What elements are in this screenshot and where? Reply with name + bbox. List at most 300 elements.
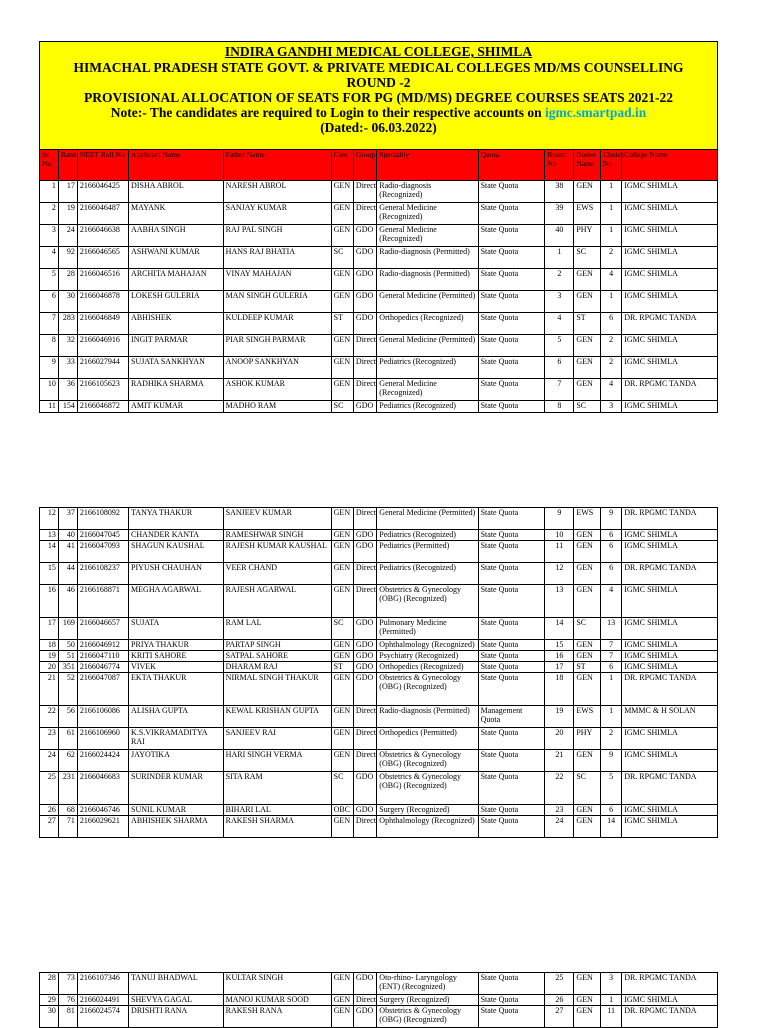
cell-rank: 40 <box>58 530 77 541</box>
cell-applicant-name: SUJATA <box>129 618 224 640</box>
cell-roster-name: GEN <box>574 640 601 651</box>
cell-group: GDO <box>353 618 376 640</box>
cell-category: GEN <box>331 728 353 750</box>
cell-roster-no: 3 <box>545 291 574 313</box>
table-row <box>40 973 718 995</box>
cell-college-name: MMMC & H SOLAN <box>622 706 718 728</box>
cell-father-name: NARESH ABROL <box>223 181 331 203</box>
cell-quota: State Quota <box>478 640 545 651</box>
cell-sr-no: 16 <box>40 585 59 618</box>
cell-father-name: HARI SINGH VERMA <box>223 750 331 772</box>
cell-father-name: SANJAY KUMAR <box>223 203 331 225</box>
cell-applicant-name: MEGHA AGARWAL <box>129 585 224 618</box>
cell-college-name: IGMC SHIMLA <box>622 203 718 225</box>
cell-neet-roll-no: 2166046638 <box>77 225 128 247</box>
cell-sr-no: 30 <box>40 1006 59 1028</box>
cell-rank: 17 <box>58 181 77 203</box>
cell-quota: State Quota <box>478 805 545 816</box>
table-row <box>40 772 718 805</box>
cell-roster-no: 15 <box>545 640 574 651</box>
header-rank: Rank <box>58 150 77 181</box>
cell-category: GEN <box>331 995 353 1006</box>
cell-applicant-name: ABHISHEK SHARMA <box>129 816 224 838</box>
cell-group: GDO <box>353 805 376 816</box>
cell-rank: 30 <box>58 291 77 313</box>
cell-category: GEN <box>331 335 353 357</box>
cell-category: GEN <box>331 651 353 662</box>
cell-rank: 32 <box>58 335 77 357</box>
cell-applicant-name: ALISHA GUPTA <box>129 706 224 728</box>
cell-group: Direct <box>353 816 376 838</box>
cell-father-name: MADHO RAM <box>223 401 331 413</box>
cell-rank: 19 <box>58 203 77 225</box>
cell-father-name: RAKESH RANA <box>223 1006 331 1028</box>
cell-sr-no: 8 <box>40 335 59 357</box>
cell-category: GEN <box>331 640 353 651</box>
cell-rank: 169 <box>58 618 77 640</box>
cell-category: GEN <box>331 1006 353 1028</box>
cell-father-name: RAJ PAL SINGH <box>223 225 331 247</box>
cell-sr-no: 24 <box>40 750 59 772</box>
cell-applicant-name: ARCHITA MAHAJAN <box>129 269 224 291</box>
cell-group: Direct <box>353 357 376 379</box>
cell-father-name: KEWAL KRISHAN GUPTA <box>223 706 331 728</box>
cell-college-name: IGMC SHIMLA <box>622 618 718 640</box>
cell-speciality: Radio-diagnosis (Permitted) <box>377 269 478 291</box>
cell-quota: State Quota <box>478 662 545 673</box>
cell-roster-name: PHY <box>574 728 601 750</box>
cell-college-name: IGMC SHIMLA <box>622 335 718 357</box>
cell-speciality: Radio-diagnosis (Permitted) <box>377 706 478 728</box>
cell-father-name: KULDEEP KUMAR <box>223 313 331 335</box>
cell-college-name: IGMC SHIMLA <box>622 247 718 269</box>
cell-rank: 52 <box>58 673 77 706</box>
cell-category: GEN <box>331 203 353 225</box>
cell-roster-no: 2 <box>545 269 574 291</box>
table-row <box>40 269 718 291</box>
cell-rank: 154 <box>58 401 77 413</box>
cell-sr-no: 3 <box>40 225 59 247</box>
cell-neet-roll-no: 2166046872 <box>77 401 128 413</box>
cell-college-name: IGMC SHIMLA <box>622 541 718 563</box>
cell-roster-no: 4 <box>545 313 574 335</box>
cell-roster-no: 21 <box>545 750 574 772</box>
cell-quota: State Quota <box>478 269 545 291</box>
header-group: Group <box>353 150 376 181</box>
table-row <box>40 1006 718 1028</box>
table-row <box>40 541 718 563</box>
cell-choice-no: 7 <box>601 651 622 662</box>
header-college-name: College Name <box>622 150 718 181</box>
cell-category: OBC <box>331 805 353 816</box>
cell-speciality: Ophthalmology (Recognized) <box>377 816 478 838</box>
allocation-table-block-1 <box>39 149 718 413</box>
allocation-title: PROVISIONAL ALLOCATION OF SEATS FOR PG (MD/MS) DEGREE COURSES SEATS 2021-22 <box>83 90 674 105</box>
cell-roster-name: SC <box>574 401 601 413</box>
cell-group: GDO <box>353 291 376 313</box>
cell-roster-no: 22 <box>545 772 574 805</box>
cell-choice-no: 1 <box>601 225 622 247</box>
cell-choice-no: 13 <box>601 618 622 640</box>
cell-father-name: PARTAP SINGH <box>223 640 331 651</box>
cell-roster-name: GEN <box>574 541 601 563</box>
cell-neet-roll-no: 2166024424 <box>77 750 128 772</box>
cell-applicant-name: JAYOTIKA <box>129 750 224 772</box>
table-row <box>40 706 718 728</box>
cell-father-name: SANJEEV KUMAR <box>223 508 331 530</box>
cell-quota: State Quota <box>478 508 545 530</box>
cell-speciality: General Medicine (Permitted) <box>377 335 478 357</box>
cell-quota: State Quota <box>478 313 545 335</box>
cell-roster-name: GEN <box>574 379 601 401</box>
cell-sr-no: 5 <box>40 269 59 291</box>
cell-quota: State Quota <box>478 225 545 247</box>
cell-choice-no: 2 <box>601 247 622 269</box>
cell-sr-no: 14 <box>40 541 59 563</box>
cell-speciality: Psychiatry (Recognized) <box>377 651 478 662</box>
cell-neet-roll-no: 2166024574 <box>77 1006 128 1028</box>
cell-category: GEN <box>331 750 353 772</box>
cell-neet-roll-no: 2166105623 <box>77 379 128 401</box>
cell-choice-no: 6 <box>601 805 622 816</box>
cell-father-name: DHARAM RAJ <box>223 662 331 673</box>
cell-choice-no: 1 <box>601 706 622 728</box>
cell-category: GEN <box>331 541 353 563</box>
cell-father-name: RAJESH AGARWAL <box>223 585 331 618</box>
cell-quota: State Quota <box>478 618 545 640</box>
cell-applicant-name: EKTA THAKUR <box>129 673 224 706</box>
cell-rank: 71 <box>58 816 77 838</box>
cell-neet-roll-no: 2166108237 <box>77 563 128 585</box>
cell-rank: 36 <box>58 379 77 401</box>
document-header <box>39 41 718 149</box>
cell-roster-name: EWS <box>574 203 601 225</box>
cell-applicant-name: PRIYA THAKUR <box>129 640 224 651</box>
cell-quota: State Quota <box>478 247 545 269</box>
cell-group: GDO <box>353 772 376 805</box>
cell-neet-roll-no: 2166106086 <box>77 706 128 728</box>
cell-father-name: MAN SINGH GULERIA <box>223 291 331 313</box>
cell-roster-no: 40 <box>545 225 574 247</box>
cell-college-name: DR. RPGMC TANDA <box>622 313 718 335</box>
cell-sr-no: 17 <box>40 618 59 640</box>
table-row <box>40 508 718 530</box>
table-row <box>40 816 718 838</box>
cell-choice-no: 3 <box>601 401 622 413</box>
cell-neet-roll-no: 2166046849 <box>77 313 128 335</box>
cell-neet-roll-no: 2166046878 <box>77 291 128 313</box>
allocation-table-block-2 <box>39 507 718 838</box>
cell-roster-name: PHY <box>574 225 601 247</box>
cell-quota: State Quota <box>478 335 545 357</box>
header-neet-roll-no: NEET Roll No <box>77 150 128 181</box>
cell-roster-no: 11 <box>545 541 574 563</box>
cell-neet-roll-no: 2166046565 <box>77 247 128 269</box>
cell-speciality: Surgery (Recognized) <box>377 805 478 816</box>
cell-father-name: PIAR SINGH PARMAR <box>223 335 331 357</box>
table-header-row <box>40 150 718 181</box>
cell-father-name: BIHARI LAL <box>223 805 331 816</box>
cell-category: GEN <box>331 816 353 838</box>
table-row <box>40 225 718 247</box>
cell-father-name: NIRMAL SINGH THAKUR <box>223 673 331 706</box>
cell-father-name: RAM LAL <box>223 618 331 640</box>
header-quota: Quota <box>478 150 545 181</box>
cell-quota: State Quota <box>478 673 545 706</box>
header-father-name: Father Name <box>223 150 331 181</box>
cell-neet-roll-no: 2166046683 <box>77 772 128 805</box>
cell-applicant-name: RADHIKA SHARMA <box>129 379 224 401</box>
cell-group: GDO <box>353 651 376 662</box>
cell-rank: 73 <box>58 973 77 995</box>
cell-roster-name: GEN <box>574 291 601 313</box>
cell-applicant-name: PIYUSH CHAUHAN <box>129 563 224 585</box>
cell-group: Direct <box>353 563 376 585</box>
cell-rank: 62 <box>58 750 77 772</box>
cell-roster-name: ST <box>574 662 601 673</box>
cell-sr-no: 11 <box>40 401 59 413</box>
cell-roster-no: 12 <box>545 563 574 585</box>
header-roster-name: Roster Name <box>574 150 601 181</box>
table-row <box>40 181 718 203</box>
allocation-table-block-3 <box>39 972 718 1028</box>
cell-applicant-name: DRISHTI RANA <box>129 1006 224 1028</box>
header-speciality: Speciality <box>377 150 478 181</box>
cell-roster-name: SC <box>574 247 601 269</box>
cell-roster-name: GEN <box>574 335 601 357</box>
cell-roster-no: 24 <box>545 816 574 838</box>
cell-roster-no: 10 <box>545 530 574 541</box>
cell-category: GEN <box>331 225 353 247</box>
cell-applicant-name: AMIT KUMAR <box>129 401 224 413</box>
cell-sr-no: 7 <box>40 313 59 335</box>
cell-roster-name: GEN <box>574 973 601 995</box>
cell-roster-name: SC <box>574 618 601 640</box>
cell-roster-no: 19 <box>545 706 574 728</box>
cell-sr-no: 18 <box>40 640 59 651</box>
cell-college-name: DR. RPGMC TANDA <box>622 973 718 995</box>
cell-applicant-name: VIVEK <box>129 662 224 673</box>
cell-category: GEN <box>331 269 353 291</box>
cell-college-name: DR. RPGMC TANDA <box>622 508 718 530</box>
cell-roster-name: GEN <box>574 651 601 662</box>
cell-choice-no: 1 <box>601 291 622 313</box>
cell-sr-no: 21 <box>40 673 59 706</box>
table-row <box>40 662 718 673</box>
cell-speciality: Oto-rhino- Laryngology (ENT) (Recognized) <box>377 973 478 995</box>
cell-quota: State Quota <box>478 181 545 203</box>
cell-quota: State Quota <box>478 401 545 413</box>
cell-applicant-name: AABHA SINGH <box>129 225 224 247</box>
cell-quota: State Quota <box>478 563 545 585</box>
cell-group: GDO <box>353 313 376 335</box>
cell-group: GDO <box>353 662 376 673</box>
cell-college-name: IGMC SHIMLA <box>622 728 718 750</box>
cell-quota: Management Quota <box>478 706 545 728</box>
cell-sr-no: 26 <box>40 805 59 816</box>
cell-category: GEN <box>331 379 353 401</box>
cell-group: Direct <box>353 508 376 530</box>
cell-roster-name: GEN <box>574 805 601 816</box>
table-row <box>40 618 718 640</box>
cell-speciality: Pediatrics (Recognized) <box>377 401 478 413</box>
cell-choice-no: 11 <box>601 1006 622 1028</box>
cell-roster-name: GEN <box>574 357 601 379</box>
counselling-title: HIMACHAL PRADESH STATE GOVT. & PRIVATE MEDICAL COLLEGES MD/MS COUNSELLING ROUND -2 <box>73 60 684 90</box>
cell-neet-roll-no: 2166046912 <box>77 640 128 651</box>
cell-applicant-name: TANUJ BHADWAL <box>129 973 224 995</box>
cell-roster-no: 8 <box>545 401 574 413</box>
cell-college-name: IGMC SHIMLA <box>622 640 718 651</box>
cell-applicant-name: ASHWANI KUMAR <box>129 247 224 269</box>
cell-group: Direct <box>353 181 376 203</box>
cell-rank: 351 <box>58 662 77 673</box>
cell-choice-no: 6 <box>601 313 622 335</box>
cell-applicant-name: SUJATA SANKHYAN <box>129 357 224 379</box>
cell-college-name: DR. RPGMC TANDA <box>622 379 718 401</box>
cell-choice-no: 6 <box>601 530 622 541</box>
cell-roster-name: GEN <box>574 995 601 1006</box>
cell-college-name: IGMC SHIMLA <box>622 181 718 203</box>
cell-neet-roll-no: 2166046657 <box>77 618 128 640</box>
cell-sr-no: 10 <box>40 379 59 401</box>
cell-speciality: Orthopedics (Permitted) <box>377 728 478 750</box>
cell-father-name: SATPAL SAHORE <box>223 651 331 662</box>
cell-rank: 92 <box>58 247 77 269</box>
cell-college-name: DR. RPGMC TANDA <box>622 563 718 585</box>
cell-speciality: Obstetrics & Gynecology (OBG) (Recognized) <box>377 585 478 618</box>
cell-applicant-name: ABHISHEK <box>129 313 224 335</box>
cell-choice-no: 9 <box>601 508 622 530</box>
cell-applicant-name: KRITI SAHORE <box>129 651 224 662</box>
cell-group: GDO <box>353 640 376 651</box>
cell-rank: 33 <box>58 357 77 379</box>
cell-applicant-name: DISHA ABROL <box>129 181 224 203</box>
table-row <box>40 247 718 269</box>
cell-choice-no: 5 <box>601 772 622 805</box>
cell-speciality: General Medicine (Permitted) <box>377 508 478 530</box>
cell-sr-no: 25 <box>40 772 59 805</box>
cell-group: Direct <box>353 379 376 401</box>
cell-speciality: General Medicine (Recognized) <box>377 379 478 401</box>
cell-college-name: IGMC SHIMLA <box>622 651 718 662</box>
cell-choice-no: 6 <box>601 662 622 673</box>
cell-group: GDO <box>353 401 376 413</box>
cell-roster-no: 27 <box>545 1006 574 1028</box>
cell-applicant-name: SHAGUN KAUSHAL <box>129 541 224 563</box>
cell-neet-roll-no: 2166107346 <box>77 973 128 995</box>
cell-rank: 76 <box>58 995 77 1006</box>
cell-speciality: Pediatrics (Recognized) <box>377 563 478 585</box>
cell-neet-roll-no: 2166047110 <box>77 651 128 662</box>
cell-college-name: IGMC SHIMLA <box>622 269 718 291</box>
cell-choice-no: 14 <box>601 816 622 838</box>
cell-neet-roll-no: 2166108092 <box>77 508 128 530</box>
cell-category: GEN <box>331 357 353 379</box>
cell-applicant-name: SHEVYA GAGAL <box>129 995 224 1006</box>
cell-speciality: Pediatrics (Permitted) <box>377 541 478 563</box>
cell-applicant-name: LOKESH GULERIA <box>129 291 224 313</box>
cell-group: GDO <box>353 1006 376 1028</box>
table-row <box>40 335 718 357</box>
cell-speciality: Ophthalmology (Recognized) <box>377 640 478 651</box>
cell-quota: State Quota <box>478 973 545 995</box>
header-choice-no: Choice No <box>601 150 622 181</box>
cell-rank: 51 <box>58 651 77 662</box>
cell-sr-no: 28 <box>40 973 59 995</box>
cell-father-name: ANOOP SANKHYAN <box>223 357 331 379</box>
header-roster-no: Roster No <box>545 150 574 181</box>
cell-sr-no: 29 <box>40 995 59 1006</box>
cell-sr-no: 12 <box>40 508 59 530</box>
table-row <box>40 379 718 401</box>
cell-choice-no: 1 <box>601 673 622 706</box>
table-row <box>40 750 718 772</box>
cell-choice-no: 1 <box>601 995 622 1006</box>
cell-group: GDO <box>353 247 376 269</box>
cell-choice-no: 6 <box>601 563 622 585</box>
cell-roster-name: GEN <box>574 563 601 585</box>
dated-line: (Dated:- 06.03.2022) <box>320 120 437 135</box>
cell-rank: 283 <box>58 313 77 335</box>
cell-roster-name: ST <box>574 313 601 335</box>
cell-group: Direct <box>353 203 376 225</box>
cell-speciality: General Medicine (Permitted) <box>377 291 478 313</box>
cell-group: Direct <box>353 750 376 772</box>
cell-quota: State Quota <box>478 750 545 772</box>
cell-speciality: Pulmonary Medicine (Permitted) <box>377 618 478 640</box>
header-category: Cate <box>331 150 353 181</box>
cell-roster-no: 17 <box>545 662 574 673</box>
cell-rank: 28 <box>58 269 77 291</box>
cell-applicant-name: K.S.VIKRAMADITYA RAI <box>129 728 224 750</box>
cell-roster-no: 1 <box>545 247 574 269</box>
cell-category: SC <box>331 618 353 640</box>
portal-link[interactable]: igmc.smartpad.in <box>544 105 647 120</box>
cell-college-name: DR. RPGMC TANDA <box>622 673 718 706</box>
table-row <box>40 995 718 1006</box>
cell-applicant-name: SURINDER KUMAR <box>129 772 224 805</box>
cell-father-name: VEER CHAND <box>223 563 331 585</box>
cell-sr-no: 2 <box>40 203 59 225</box>
table-row <box>40 651 718 662</box>
cell-quota: State Quota <box>478 728 545 750</box>
table-row <box>40 728 718 750</box>
cell-college-name: IGMC SHIMLA <box>622 995 718 1006</box>
cell-neet-roll-no: 2166027944 <box>77 357 128 379</box>
cell-choice-no: 4 <box>601 269 622 291</box>
table-row <box>40 313 718 335</box>
cell-applicant-name: CHANDER KANTA <box>129 530 224 541</box>
cell-category: GEN <box>331 973 353 995</box>
cell-roster-no: 13 <box>545 585 574 618</box>
cell-sr-no: 1 <box>40 181 59 203</box>
cell-rank: 81 <box>58 1006 77 1028</box>
cell-group: Direct <box>353 728 376 750</box>
cell-college-name: IGMC SHIMLA <box>622 291 718 313</box>
cell-quota: State Quota <box>478 203 545 225</box>
cell-father-name: ASHOK KUMAR <box>223 379 331 401</box>
cell-choice-no: 9 <box>601 750 622 772</box>
cell-sr-no: 9 <box>40 357 59 379</box>
cell-rank: 44 <box>58 563 77 585</box>
cell-roster-name: GEN <box>574 750 601 772</box>
cell-quota: State Quota <box>478 291 545 313</box>
cell-group: GDO <box>353 225 376 247</box>
cell-neet-roll-no: 2166106960 <box>77 728 128 750</box>
cell-category: ST <box>331 662 353 673</box>
cell-father-name: RAMESHWAR SINGH <box>223 530 331 541</box>
